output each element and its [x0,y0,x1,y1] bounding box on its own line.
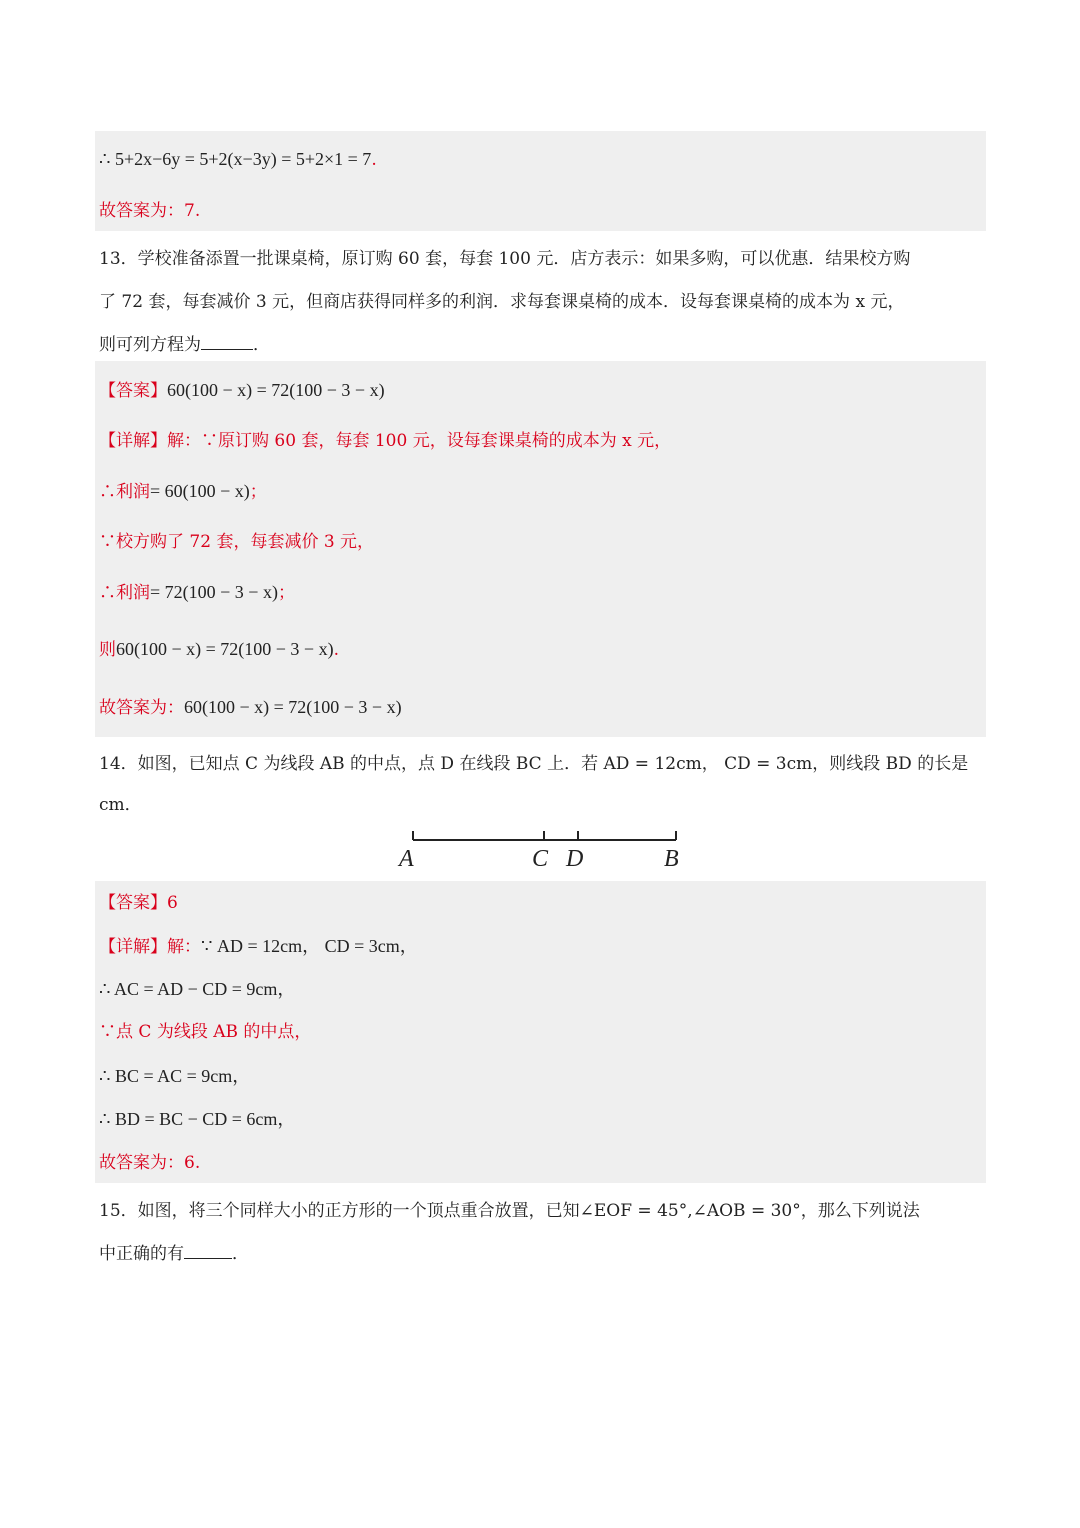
math-expression: ∴ 5+2x−6y = 5+2(x−3y) = 5+2×1 = 7 [99,149,372,169]
detail-14-step-1: ∴ AC = AD − CD = 9cm， [99,979,296,999]
answer-math: 60(100 − x) = 72(100 − 3 − x) [167,380,385,400]
segment-figure [395,826,695,876]
step-punct: . [333,640,339,660]
answer-13 [99,380,385,401]
detail-13-step-3 [99,582,295,603]
answer-label: 【答案】 [99,893,167,913]
detail-math: ∵ AD = 12cm， CD = 3cm， [201,936,418,956]
question-14-line-2: cm． [99,795,142,815]
answer-label: 【答案】 [99,381,167,401]
question-13-line-2: 了 72 套，每套减价 3 元，但商店获得同样多的利润．求每套课桌椅的成本．设每套课桌椅的成本为 x 元， [99,292,905,312]
question-13-line-1: 13．学校准备添置一批课桌椅，原订购 60 套，每套 100 元．店方表示：如果多购，可以优惠．结果校方购 [99,249,911,269]
detail-13-step-2: ∵校方购了 72 套，每套减价 3 元， [99,532,375,552]
step-punct: ； [249,482,267,502]
step-text: 则 [99,640,116,660]
answer-value: 6 [167,893,178,913]
step-math: 60(100 − x) = 72(100 − 3 − x) [116,639,334,659]
step-text: ∴利润 [99,583,150,603]
label-c: C [532,846,549,872]
step-text: ∴利润 [99,482,150,502]
solution-block-12 [95,131,986,231]
answer-14 [99,893,178,913]
question-14-line-1: 14．如图，已知点 C 为线段 AB 的中点，点 D 在线段 BC 上．若 AD = 12cm， CD = 3cm，则线段 BD 的长是 [99,754,969,774]
step-math: = 60(100 − x) [150,481,250,501]
final-answer-13 [99,697,402,718]
period: ． [232,1244,249,1264]
question-13-line-3 [99,330,270,355]
detail-14 [99,936,418,957]
label-d: D [566,846,584,872]
detail-13 [99,431,671,451]
final-answer-12: 故答案为：7. [99,201,201,221]
final-label: 故答案为： [99,698,184,718]
detail-13-step-1 [99,481,267,502]
answer-blank [184,1244,232,1259]
period: . [371,150,377,170]
detail-14-step-4: ∴ BD = BC − CD = 6cm， [99,1109,296,1129]
question-15-line-1: 15．如图，将三个同样大小的正方形的一个顶点重合放置，已知∠EOF = 45°,∠AOB = 30°，那么下列说法 [99,1201,920,1221]
period: ． [253,335,270,355]
question-15-line-2 [99,1239,249,1264]
question-13-text: 则可列方程为 [99,335,201,355]
detail-label: 【详解】解： [99,937,201,957]
answer-blank [201,335,253,350]
label-b: B [664,846,679,872]
final-math: 60(100 − x) = 72(100 − 3 − x) [184,697,402,717]
step-math: = 72(100 − 3 − x) [150,582,278,602]
solution-12-step [99,149,377,170]
detail-text: ∵原订购 60 套，每套 100 元，设每套课桌椅的成本为 x 元， [201,431,672,451]
final-answer-14: 故答案为：6. [99,1153,201,1173]
detail-14-step-3: ∴ BC = AC = 9cm， [99,1066,251,1086]
detail-14-step-2: ∵点 C 为线段 AB 的中点， [99,1022,312,1042]
label-a: A [399,846,414,872]
question-15-text: 中正确的有 [99,1244,184,1264]
step-punct: ； [277,583,295,603]
detail-13-step-4 [99,639,339,660]
detail-label: 【详解】解： [99,431,201,451]
